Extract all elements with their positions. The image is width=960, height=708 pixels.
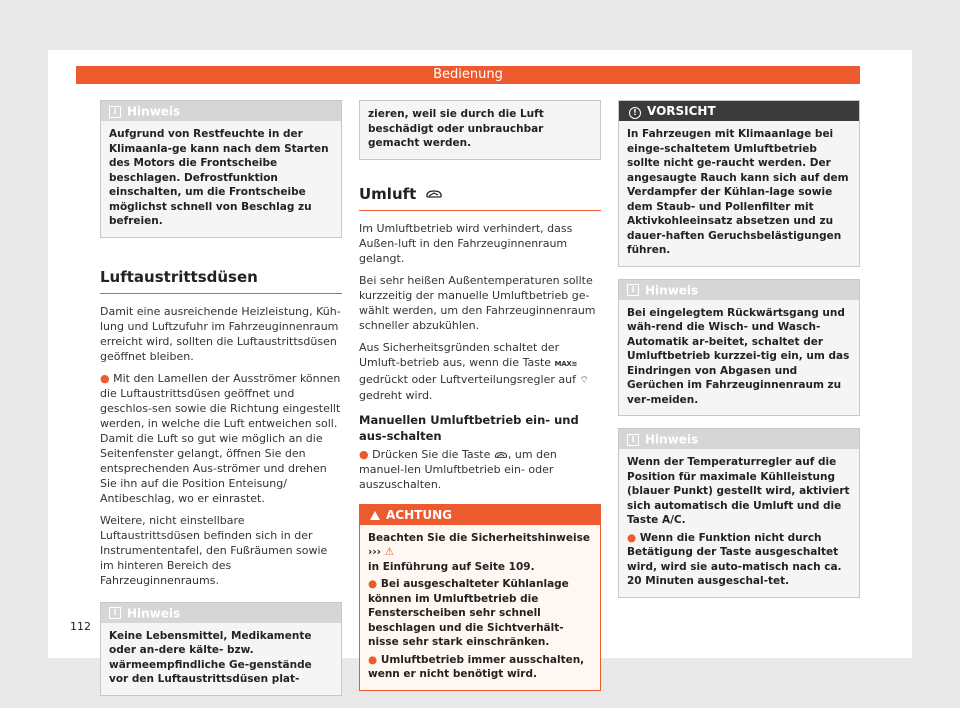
warning-item: ● Umluftbetrieb immer ausschalten, wenn er nicht benötigt wird. xyxy=(368,653,585,680)
note-box xyxy=(618,428,860,598)
bullet-item: ● Drücken Sie die Taste , um den manuel-len Umluftbetrieb ein- oder auszuschalten. xyxy=(359,447,557,491)
page-header: Bedienung xyxy=(76,66,860,84)
warning-triangle-icon: ⚠ xyxy=(384,546,395,558)
caution-icon: ! xyxy=(629,107,641,119)
note-box xyxy=(100,602,342,696)
max-defrost-icon: MAX≋ xyxy=(554,359,578,368)
paragraph: Aus Sicherheitsgründen schaltet der Umluft-betrieb aus, wenn die Taste MAX≋ gedrückt oder Luftverteilungsregler auf ⌔ gedreht wird. xyxy=(359,340,589,402)
info-icon: i xyxy=(109,106,121,118)
note-header: i Hinweis xyxy=(101,603,341,623)
warning-body xyxy=(360,525,600,690)
note-box xyxy=(618,279,860,417)
bullet-icon: ● xyxy=(368,578,381,590)
info-icon: i xyxy=(627,434,639,446)
note-header: i Hinweis xyxy=(619,429,859,449)
note-text: Aufgrund von Restfeuchte in der Klimaanla-ge kann nach dem Starten des Motors die Frontscheibe beschlagen. Defrostfunktion einschalten, um die Frontscheibe möglichst schnell von Beschlag zu befreien. xyxy=(109,128,329,227)
section-title: Umluft xyxy=(359,185,601,203)
note-text: zieren, weil sie durch die Luft beschädigt oder unbrauchbar gemacht werden. xyxy=(368,108,544,149)
paragraph: Im Umluftbetrieb wird verhindert, dass Außen-luft in den Fahrzeuginnenraum gelangt. xyxy=(359,221,573,265)
section-rule xyxy=(100,293,342,294)
section-rule xyxy=(359,210,601,211)
note-text: Wenn der Temperaturregler auf die Position für maximale Kühlleistung (blauer Punkt) gestellt wird, aktiviert sich automatisch die Umluft und die Taste A/C. xyxy=(627,456,850,526)
recirculation-icon xyxy=(425,189,443,199)
bullet-icon: ● xyxy=(359,447,373,461)
note-box xyxy=(100,100,342,238)
page-number: 112 xyxy=(70,620,91,633)
caution-box xyxy=(618,100,860,267)
bullet-icon: ● xyxy=(368,653,381,666)
paragraph: Damit eine ausreichende Heizleistung, Küh-lung und Luftzufuhr im Fahrzeuginnenraum erreicht wird, sollten die Luftaustrittsdüsen geöffnet bleiben. xyxy=(100,304,341,363)
note-text: Keine Lebensmittel, Medikamente oder an-dere kälte- bzw. wärmeempfindliche Ge-genstände vor den Luftaustrittsdüsen plat- xyxy=(109,629,312,685)
info-icon: i xyxy=(109,607,121,619)
warning-icon xyxy=(370,511,380,520)
warning-item: ● Bei ausgeschalteter Kühlanlage können im Umluftbetrieb die Fensterscheiben sehr schnell beschlagen und die Sichtverhält-nisse sehr stark einschränken. xyxy=(368,578,569,648)
paragraph: Bei sehr heißen Außentemperaturen sollte kurzzeitig der manuelle Umluftbetrieb ge-wählt werden, um den Fahrzeuginnenraum schneller abzukühlen. xyxy=(359,273,596,332)
note-body xyxy=(619,449,859,597)
note-text: Bei eingelegtem Rückwärtsgang und wäh-rend die Wisch- und Wasch-Automatik ar-beitet, schaltet der Umluftbetrieb kurzzei-tig ein, um das Eindringen von Abgasen und Gerüchen im Fahrzeuginnenraum zu ver-meiden. xyxy=(627,306,850,406)
bullet-item: ● Mit den Lamellen der Ausströmer können die Luftaustrittsdüsen geöffnet und geschlos-sen sowie die Richtung eingestellt werden, in welche die Luft entweichen soll. Damit die Luft so gut wie möglich an die Seitenfenster gelangt, öffnen Sie den entsprechenden Aus-strömer und drehen Sie ihn auf die Position Enteisung/ Antibeschlag, wo er einrastet. xyxy=(100,371,341,505)
warning-header: ACHTUNG xyxy=(360,505,600,525)
windscreen-icon: ⌔ xyxy=(579,374,589,386)
note-header: i Hinweis xyxy=(101,101,341,121)
caution-header: ! VORSICHT xyxy=(619,101,859,121)
paragraph: Weitere, nicht einstellbare Luftaustrittsdüsen befinden sich in der Instrumententafel, den Fußräumen sowie im hinteren Bereich des Fahrzeuginnenraums. xyxy=(100,513,328,587)
warning-box xyxy=(359,504,601,691)
bullet-icon: ● xyxy=(100,371,114,385)
note-continuation xyxy=(359,100,601,160)
subheading: Manuellen Umluftbetrieb ein- und aus-schalten xyxy=(359,412,579,443)
note-header: i Hinweis xyxy=(619,280,859,300)
bullet-item: ● Wenn die Funktion nicht durch Betätigung der Taste ausgeschaltet wird, wird sie auto-matisch nach ca. 20 Minuten ausgeschal-tet. xyxy=(627,531,842,587)
left-column xyxy=(100,100,342,696)
recirculation-icon xyxy=(494,451,508,459)
right-column xyxy=(618,100,860,598)
warning-intro: Beachten Sie die Sicherheitshinweise ››› ⚠ in Einführung auf Seite 109. xyxy=(368,531,590,573)
info-icon: i xyxy=(627,284,639,296)
bullet-icon: ● xyxy=(627,531,640,544)
section-title: Luftaustrittsdüsen xyxy=(100,267,258,286)
caution-text: In Fahrzeugen mit Klimaanlage bei einge-schaltetem Umluftbetrieb sollte nicht ge-raucht werden. Der angesaugte Rauch kann sich auf dem Verdampfer der Kühlan-lage sowie dem Staub- und Pollenfilter mit Aktivkohleeinsatz absetzen und zu dauer-haften Geruchsbelästigungen führen. xyxy=(627,128,849,256)
middle-column xyxy=(359,100,601,691)
